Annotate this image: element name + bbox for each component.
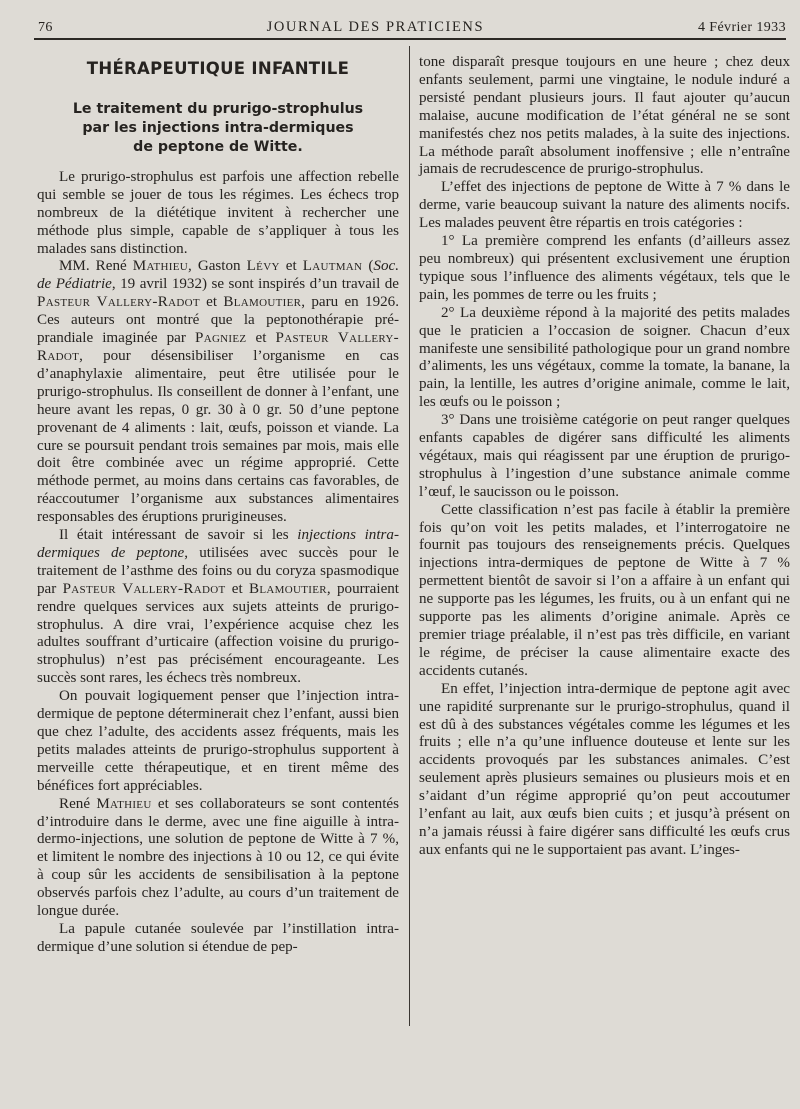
right-paragraph-6: Cette classification n’est pas facile à établir la première fois qu’on voit les petits malades, et l’interrogatoire ne fournit pas toujours des renseignements précis. Quelques injections intra-dermiques de peptone de Witte à 7 % permettent bientôt de savoir si l’on a affaire à un enfant qui ne supporte pas les légumes, les fruits, ou à un enfant qui ne supporte pas les aliments d’origine animale. Après ce premier triage préalable, il n’est pas très difficile, en variant le régime, de préciser la cause alimentaire exacte des accidents cutanés. (419, 501, 790, 679)
column-divider (409, 46, 410, 1026)
left-paragraph-2: MM. René Mathieu, Gaston Lévy et Lautman (Soc. de Pédiatrie, 19 avril 1932) se sont inspirés d’un travail de Pasteur Vallery-Radot et Blamoutier, paru en 1926. Ces auteurs ont montré que la peptonothérapie pré-prandiale imaginée par Pagniez et Pasteur Vallery-Radot, pour désensibiliser l’organisme en cas d’anaphylaxie alimentaire, peut être utilisée pour le prurigo-strophulus. Ils conseillent de donner à l’enfant, une heure avant les repas, 0 gr. 30 à 0 gr. 50 d’une peptone provenant de 4 aliments : lait, œufs, poisson et viande. La cure se poursuit pendant trois semaines par mois, mais elle doit être combinée avec un régime approprié. Cette méthode permet, au moins dans certains cas favorables, de réaccoutumer l’organisme aux substances alimentaires responsables des éruptions prurigineuses. (37, 258, 400, 526)
left-paragraph-3: Il était intéressant de savoir si les injections intra-dermiques de peptone, utilisées avec succès pour le traitement de l’asthme des foins ou du coryza spasmodique par Pasteur Vallery-Radot et Blamoutier, pourraient rendre quelques services aux sujets atteints de prurigo-strophulus. A dire vrai, l’expérience acquise chez les adultes souffrant d’urticaire (affection voisine du prurigo-strophulus) n’est pas précisément encourageante. Les succès sont rares, les échecs très nombreux. (37, 527, 400, 687)
page-number: 76 (38, 20, 53, 35)
citation-soc-pediatrie: Soc. de Pédiatrie (37, 258, 399, 293)
page-header (38, 14, 786, 36)
right-paragraph-7: En effet, l’injection intra-dermique de peptone agit avec une rapidité surprenante sur le prurigo-strophulus, quand il est dû à des substances végétales comme les légumes et les fruits ; elle n’a qu’une influence douteuse et lente sur les accidents provoqués par les substances animales. C’est seulement après plusieurs semaines ou plusieurs mois et en s’aidant d’un régime approprié qu’on peut accoutumer l’enfant au lait, aux œufs bien cuits ; et jusqu’à présent on n’a jamais réussi à faire digérer sans difficulté les œufs crus aux enfants qui ne le supportaient pas avant. L’inges- (419, 680, 790, 858)
left-paragraph-6: La papule cutanée soulevée par l’instillation intra-dermique d’une solution si étendue de pep- (37, 920, 399, 955)
journal-title: JOURNAL DES PRATICIENS (266, 19, 485, 35)
header-rule (34, 38, 786, 40)
author-levy: Lévy (246, 258, 280, 275)
article-title-line3: de peptone de Witte. (133, 138, 303, 155)
left-column (37, 52, 399, 957)
right-paragraph-5: 3° Dans une troisième catégorie on peut ranger quelques enfants capables de digérer sans difficulté les aliments végétaux, mais qui réagissent par une éruption de prurigo-strophulus à l’ingestion d’une substance animale comme l’œuf, le saucisson ou le poisson. (419, 412, 790, 500)
article-title-line1: Le traitement du prurigo-strophulus (72, 100, 364, 117)
article-title (37, 100, 399, 157)
author-mathieu: Mathieu (132, 258, 188, 275)
left-paragraph-1: Le prurigo-strophulus est parfois une affection rebelle qui semble se jouer de tous les régimes. Les échecs trop nombreux de la diététique invitent à rechercher une méthode plus simple, capable de s’appliquer à tous les malades sans distinction. (37, 168, 399, 257)
right-paragraph-2: L’effet des injections de peptone de Witte à 7 % dans le derme, varie beaucoup suivant la nature des aliments nocifs. Les malades peuvent être répartis en trois catégories : (419, 179, 790, 232)
right-paragraph-1: tone disparaît presque toujours en une heure ; chez deux enfants seulement, parmi une vingtaine, le nodule induré a persisté pendant plusieurs jours. Il faut ajouter qu’aucun malaise, aucune modification de l’état général ne se sont manifestés chez nos petits malades, à la suite des injections. La méthode paraît absolument inoffensive ; elle n’entraîne jamais de recrudescence de prurigo-strophulus. (419, 54, 790, 178)
left-paragraph-5: René Mathieu et ses collaborateurs se sont contentés d’introduire dans le derme, avec une fine aiguille à intra-dermo-injections, une solution de peptone de Witte à 7 %, et limitent le nombre des injections à 10 ou 12, ce qui évite à coup sûr les accidents de sensibilisation à la peptone observés parfois chez l’adulte, au cours d’un traitement de longue durée. (37, 795, 399, 920)
emphasis-injections: injections intra-dermiques de peptone (37, 527, 399, 561)
author-lautman: Lautman (302, 258, 363, 275)
issue-date: 4 Février 1933 (697, 20, 786, 35)
right-paragraph-4: 2° La deuxième répond à la majorité des petits malades que le praticien a l’occasion de soigner. Chacun d’eux manifeste une sensibilité pathologique pour un grand nombre d’aliments, les uns végétaux, comme la tomate, la banane, la pain, la lentille, les autres d’origine animale, comme le lait, les œufs ou le poisson ; (419, 304, 790, 411)
section-title: THÉRAPEUTIQUE INFANTILE (86, 59, 350, 78)
left-paragraph-4: On pouvait logiquement penser que l’injection intra-dermique de peptone déterminerait chez l’enfant, aussi bien que chez l’adulte, des accidents assez fréquents, mais les petits malades atteints de prurigo-strophulus supportent à merveille cette thérapeutique, et en tirent même des bénéfices fort appréciables. (37, 688, 399, 794)
right-column (419, 54, 790, 860)
right-paragraph-3: 1° La première comprend les enfants (d’ailleurs assez peu nombreux) qui présentent exclusivement une éruption typique sous l’influence des aliments végétaux, tels que le pain, les pommes de terre ou les fruits ; (419, 233, 790, 303)
article-title-line2: par les injections intra-dermiques (82, 119, 354, 136)
